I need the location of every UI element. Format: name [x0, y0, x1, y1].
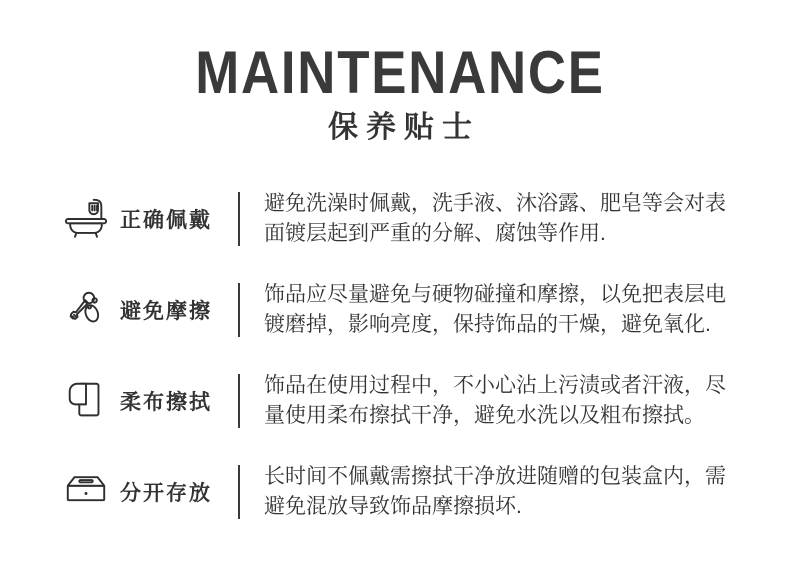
soft-cloth-icon	[60, 375, 112, 427]
tip-description-line2: 镀磨掉，影响亮度，保持饰品的干燥，避免氧化.	[264, 313, 711, 336]
tip-description	[264, 371, 764, 431]
page-subtitle: 保养贴士	[328, 111, 480, 144]
tip-description-line2: 量使用柔布擦拭干净，避免水洗以及粗布擦拭。	[264, 404, 705, 427]
page-title: MAINTENANCE	[195, 39, 605, 106]
header	[0, 0, 800, 148]
tip-description	[264, 462, 764, 522]
tip-description-line1: 饰品在使用过程中，不小心沾上污渍或者汗液，尽	[264, 374, 726, 397]
tip-description-line1: 避免洗澡时佩戴，洗手液、沐浴露、肥皂等会对表	[264, 192, 726, 215]
vertical-divider	[238, 465, 240, 519]
bathtub-shower-icon	[60, 193, 112, 245]
storage-box-icon	[60, 466, 112, 518]
tip-label: 柔布擦拭	[120, 391, 212, 414]
tip-label: 分开存放	[120, 482, 212, 505]
tip-row-store-separately	[0, 459, 800, 525]
tip-description	[264, 189, 764, 249]
tip-label: 避免摩擦	[120, 300, 212, 323]
tip-description-line2: 面镀层起到严重的分解、腐蚀等作用.	[264, 222, 606, 245]
tip-row-correct-wearing	[0, 186, 800, 252]
tips-list	[0, 186, 800, 550]
tip-description	[264, 280, 764, 340]
tip-description-line1: 长时间不佩戴需擦拭干净放进随赠的包装盒内，需	[264, 465, 726, 488]
tip-description-line1: 饰品应尽量避免与硬物碰撞和摩擦，以免把表层电	[264, 283, 726, 306]
tip-row-avoid-friction	[0, 277, 800, 343]
keys-icon	[60, 284, 112, 336]
tip-label: 正确佩戴	[120, 209, 212, 232]
tip-description-line2: 避免混放导致饰品摩擦损坏.	[264, 495, 522, 518]
tip-row-soft-cloth	[0, 368, 800, 434]
vertical-divider	[238, 192, 240, 246]
vertical-divider	[238, 283, 240, 337]
vertical-divider	[238, 374, 240, 428]
